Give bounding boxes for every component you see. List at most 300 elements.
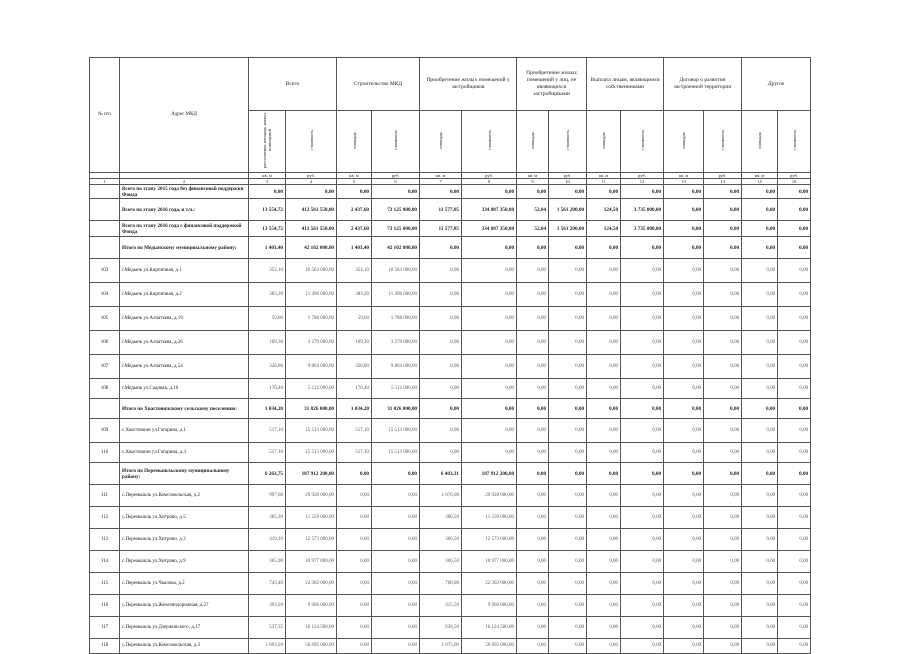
value-cell: 0,00 [372,573,420,595]
value-cell: 0,00 [337,573,372,595]
value-cell: 16 124 500,00 [462,617,517,639]
value-cell: 0,00 [704,595,742,617]
row-number-cell: 108 [90,379,120,399]
value-cell: 0,00 [742,331,778,355]
value-cell: 0,00 [372,485,420,507]
value-cell: 0,00 [742,551,778,573]
value-cell: 0,00 [462,443,517,463]
value-cell: 0,00 [778,399,811,419]
table-row [90,331,811,355]
row-number-cell: 110 [90,443,120,463]
value-cell: 11 496 000,00 [286,283,337,307]
value-cell: 0,00 [664,259,704,283]
table-body [90,185,811,654]
value-cell: 0,00 [742,355,778,379]
value-cell: 59,60 [249,307,286,331]
column-number-cell: 8 [462,179,517,185]
value-cell: 170,40 [337,379,372,399]
value-cell: 187 912 200,00 [462,463,517,485]
value-cell: 0,00 [664,485,704,507]
unit-cell: кв. м [249,173,286,179]
value-cell: 0,00 [587,443,621,463]
value-cell: 0,00 [742,529,778,551]
value-cell: 0,00 [372,529,420,551]
value-cell: 0,00 [587,331,621,355]
header-group-acquisition-developers: Приобретение жилых помещений у застройщиков [420,58,517,111]
value-cell: 13 554,72 [249,199,286,221]
address-cell: Всего по этапу 2015 года без финансовой поддержки Фонда [120,185,249,199]
value-cell: 0,00 [664,283,704,307]
value-cell: 0,00 [621,185,664,199]
value-cell: 3 279 000,00 [372,331,420,355]
value-cell: 0,00 [621,443,664,463]
value-cell: 0,00 [742,283,778,307]
value-cell: 0,00 [742,259,778,283]
value-cell: 0,00 [778,379,811,399]
value-cell: 0,00 [337,463,372,485]
value-cell: 0,00 [517,259,549,283]
value-cell: 0,00 [549,507,587,529]
table-row [90,573,811,595]
value-cell: 0,00 [621,463,664,485]
value-cell: 1 076,00 [420,485,462,507]
value-cell: 11 577,85 [420,199,462,221]
value-cell: 0,00 [517,283,549,307]
value-cell: 366,50 [420,551,462,573]
value-cell: 0,00 [420,237,462,259]
value-cell: 0,00 [704,463,742,485]
row-number-cell: 111 [90,485,120,507]
value-cell: 0,00 [587,595,621,617]
value-cell: 13 554,72 [249,221,286,237]
address-cell: г.Медынь ул.Алпатьева, д.54 [120,355,249,379]
row-number-cell: 103 [90,259,120,283]
unit-cell: руб. [704,173,742,179]
value-cell: 0,00 [462,419,517,443]
value-cell: 383,20 [337,283,372,307]
value-cell: 0,00 [587,617,621,639]
value-cell: 0,00 [549,331,587,355]
value-cell: 0,00 [704,379,742,399]
value-cell: 0,00 [778,463,811,485]
table-row [90,307,811,331]
value-cell: 0,00 [621,399,664,419]
value-cell: 0,00 [742,507,778,529]
value-cell: 0,00 [664,507,704,529]
value-cell: 11 559 000,00 [286,507,337,529]
value-cell: 0,00 [420,379,462,399]
value-cell: 0,00 [664,573,704,595]
value-cell: 0,00 [517,419,549,443]
value-cell: 0,00 [337,551,372,573]
value-cell: 0,00 [621,379,664,399]
value-cell: 0,00 [778,355,811,379]
value-cell: 0,00 [664,595,704,617]
header-group-other: Другое [742,58,811,111]
value-cell: 12 573 000,00 [286,529,337,551]
value-cell: 0,00 [549,639,587,654]
table-row [90,529,811,551]
value-cell: 0,00 [778,573,811,595]
value-cell: 0,00 [664,307,704,331]
value-cell: 352,10 [249,259,286,283]
value-cell: 0,00 [549,419,587,443]
address-cell: Итого по Медынскому муниципальному району: [120,237,249,259]
value-cell: 0,00 [664,185,704,199]
value-cell: 73 125 000,00 [372,199,420,221]
value-cell: 0,00 [587,283,621,307]
subheader-resettled-area: расселяемая площадь жилых помещений [249,111,286,173]
value-cell: 517,10 [337,443,372,463]
value-cell: 328,80 [337,355,372,379]
column-number-cell: 6 [372,179,420,185]
value-cell: 0,00 [704,617,742,639]
value-cell: 22 302 000,00 [462,573,517,595]
value-cell: 0,00 [337,507,372,529]
value-cell: 5 112 000,00 [372,379,420,399]
value-cell: 0,00 [587,639,621,654]
value-cell: 0,00 [704,529,742,551]
value-cell: 0,00 [420,307,462,331]
value-cell: 0,00 [778,529,811,551]
resettlement-table [89,57,811,654]
value-cell: 0,00 [704,419,742,443]
unit-cell: руб. [372,173,420,179]
value-cell: 0,00 [664,529,704,551]
value-cell: 0,00 [778,307,811,331]
value-cell: 11 577,85 [420,221,462,237]
value-cell: 328,80 [249,355,286,379]
value-cell: 0,00 [372,507,420,529]
table-row [90,507,811,529]
table-row [90,443,811,463]
value-cell: 0,00 [621,355,664,379]
value-cell: 0,00 [549,399,587,419]
value-cell: 0,00 [517,573,549,595]
row-number-cell: 109 [90,419,120,443]
value-cell: 0,00 [549,379,587,399]
value-cell: 0,00 [420,419,462,443]
value-cell: 0,00 [742,185,778,199]
value-cell: 0,00 [517,379,549,399]
value-cell: 0,00 [420,185,462,199]
register-sheet [89,57,811,654]
value-cell: 0,00 [621,485,664,507]
table-row [90,259,811,283]
column-number-cell: 11 [587,179,621,185]
row-number-cell: 118 [90,639,120,654]
value-cell: 0,00 [372,595,420,617]
value-cell: 1 788 000,00 [372,307,420,331]
value-cell: 0,00 [664,419,704,443]
value-cell: 0,00 [587,259,621,283]
subheader-cost: стоимость [778,111,811,173]
value-cell: 0,00 [704,237,742,259]
value-cell: 0,00 [337,639,372,654]
value-cell: 0,00 [337,529,372,551]
value-cell: 366,50 [420,507,462,529]
value-cell: 0,00 [621,259,664,283]
value-cell: 9 864 000,00 [372,355,420,379]
value-cell: 11 496 000,00 [372,283,420,307]
value-cell: 0,00 [587,485,621,507]
subheader-cost: стоимость [462,111,517,173]
row-number-cell: 107 [90,355,120,379]
value-cell: 0,00 [549,259,587,283]
value-cell: 0,00 [742,237,778,259]
row-number-cell [90,221,120,237]
header-group-redevelopment: Договор о развитии застроенной территории [664,58,742,111]
value-cell: 0,00 [587,185,621,199]
value-cell: 15 513 000,00 [372,419,420,443]
value-cell: 0,00 [517,331,549,355]
column-number-cell: 10 [549,179,587,185]
value-cell: 366,50 [420,529,462,551]
value-cell: 0,00 [704,307,742,331]
unit-cell: кв. м [337,173,372,179]
column-number-cell: 2 [120,179,249,185]
value-cell: 0,00 [742,199,778,221]
value-cell: 31 026 000,00 [372,399,420,419]
value-cell: 0,00 [778,595,811,617]
value-cell: 0,00 [621,573,664,595]
column-number-cell: 15 [742,179,778,185]
header-group-total: Всего [249,58,337,111]
value-cell: 0,00 [372,617,420,639]
value-cell: 50 695 000,00 [286,639,337,654]
value-cell: 1 788 000,00 [286,307,337,331]
value-cell: 0,00 [372,185,420,199]
address-cell: с.Перемышль ул.Чкалова, д.2 [120,573,249,595]
row-number-cell: 114 [90,551,120,573]
unit-cell: кв. м [517,173,549,179]
value-cell: 6 263,75 [249,463,286,485]
value-cell: 0,00 [549,237,587,259]
value-cell: 0,00 [664,443,704,463]
value-cell: 0,00 [462,399,517,419]
value-cell: 0,00 [517,355,549,379]
table-row [90,283,811,307]
value-cell: 0,00 [517,307,549,331]
unit-cell: руб. [286,173,337,179]
value-cell: 0,00 [549,551,587,573]
value-cell: 0,00 [549,443,587,463]
subheader-area: площадь [664,111,704,173]
value-cell: 15 513 000,00 [372,443,420,463]
row-number-cell [90,237,120,259]
table-row [90,355,811,379]
value-cell: 517,10 [249,443,286,463]
value-cell: 0,00 [587,507,621,529]
subheader-area: площадь [337,111,372,173]
value-cell: 0,00 [587,307,621,331]
value-cell: 0,00 [664,463,704,485]
value-cell: 124,50 [587,199,621,221]
value-cell: 0,00 [462,237,517,259]
summary-row [90,399,811,419]
value-cell: 0,00 [517,617,549,639]
value-cell: 0,00 [704,199,742,221]
table-row [90,617,811,639]
value-cell: 0,00 [742,307,778,331]
value-cell: 0,00 [621,529,664,551]
value-cell: 385,30 [249,507,286,529]
value-cell: 0,00 [778,419,811,443]
address-cell: г.Медынь ул.Алпатьева, д.26 [120,331,249,355]
column-number-cell: 14 [704,179,742,185]
value-cell: 3 279 000,00 [286,331,337,355]
value-cell: 517,10 [249,419,286,443]
value-cell: 10 563 000,00 [286,259,337,283]
value-cell: 0,00 [517,485,549,507]
value-cell: 0,00 [549,485,587,507]
value-cell: 3 735 000,00 [621,221,664,237]
summary-row [90,185,811,199]
summary-row [90,463,811,485]
value-cell: 0,00 [664,221,704,237]
value-cell: 0,00 [704,259,742,283]
value-cell: 73 125 000,00 [372,221,420,237]
value-cell: 42 102 000,00 [286,237,337,259]
value-cell: 0,00 [704,331,742,355]
value-cell: 0,00 [664,551,704,573]
value-cell: 0,00 [249,185,286,199]
column-number-cell: 5 [337,179,372,185]
value-cell: 0,00 [587,529,621,551]
value-cell: 2 437,60 [337,199,372,221]
value-cell: 0,00 [549,283,587,307]
value-cell: 9 966 000,00 [462,595,517,617]
value-cell: 10 977 000,00 [286,551,337,573]
table-row [90,551,811,573]
value-cell: 0,00 [587,355,621,379]
value-cell: 0,00 [742,617,778,639]
value-cell: 383,20 [249,283,286,307]
value-cell: 0,00 [517,185,549,199]
value-cell: 0,00 [337,595,372,617]
value-cell: 0,00 [778,507,811,529]
value-cell: 0,00 [664,379,704,399]
unit-cell: руб. [778,173,811,179]
summary-row [90,199,811,221]
value-cell: 0,00 [704,639,742,654]
row-number-cell [90,399,120,419]
address-cell: с.Перемышль ул.Железнодорожная, д.27 [120,595,249,617]
address-cell: Всего по этапу 2016 года с финансовой поддержкой Фонда [120,221,249,237]
row-number-cell: 105 [90,307,120,331]
value-cell: 0,00 [420,355,462,379]
unit-cell: руб. [462,173,517,179]
value-cell: 0,00 [517,237,549,259]
value-cell: 0,00 [462,379,517,399]
table-row [90,595,811,617]
value-cell: 0,00 [621,595,664,617]
value-cell: 0,00 [462,259,517,283]
address-cell: с.Перемышль ул.Дзержинского, д.17 [120,617,249,639]
value-cell: 0,00 [742,485,778,507]
address-cell: с.Перемышль ул.Хитрово, д.9 [120,551,249,573]
value-cell: 0,00 [621,307,664,331]
address-cell: г.Медынь ул.Алпатьева, д.19 [120,307,249,331]
header-address: Адрес МКД [120,58,249,173]
value-cell: 1 561 200,00 [549,221,587,237]
value-cell: 0,00 [778,443,811,463]
value-cell: 52,04 [517,221,549,237]
header-number: № п/п [90,58,120,173]
value-cell: 0,00 [778,639,811,654]
value-cell: 0,00 [704,485,742,507]
value-cell: 31 026 000,00 [286,399,337,419]
value-cell: 0,00 [549,185,587,199]
value-cell: 0,00 [462,283,517,307]
value-cell: 0,00 [621,283,664,307]
column-number-cell: 1 [90,179,120,185]
value-cell: 0,00 [742,639,778,654]
value-cell: 0,00 [704,221,742,237]
value-cell: 0,00 [704,443,742,463]
value-cell: 0,00 [517,529,549,551]
row-number-cell: 116 [90,595,120,617]
value-cell: 419,10 [249,529,286,551]
value-cell: 0,00 [778,331,811,355]
value-cell: 0,00 [621,639,664,654]
value-cell: 0,00 [372,463,420,485]
column-number-cell: 3 [249,179,286,185]
value-cell: 0,00 [517,399,549,419]
column-number-cell: 7 [420,179,462,185]
row-number-cell: 115 [90,573,120,595]
column-number-cell: 12 [621,179,664,185]
value-cell: 0,00 [704,283,742,307]
value-cell: 0,00 [778,221,811,237]
subheader-cost: стоимость [372,111,420,173]
subheader-cost: стоимость [286,111,337,173]
value-cell: 352,10 [337,259,372,283]
value-cell: 412 561 550,00 [286,221,337,237]
value-cell: 0,00 [549,307,587,331]
value-cell: 0,00 [420,399,462,419]
value-cell: 0,00 [621,507,664,529]
value-cell: 0,00 [587,399,621,419]
value-cell: 59,60 [337,307,372,331]
value-cell: 0,00 [517,639,549,654]
value-cell: 0,00 [742,399,778,419]
value-cell: 0,00 [549,573,587,595]
value-cell: 0,00 [517,507,549,529]
subheader-area: площадь [742,111,778,173]
subheader-area: площадь [420,111,462,173]
address-cell: г.Медынь ул.Кирпичная, д.2 [120,283,249,307]
table-row [90,639,811,654]
value-cell: 0,00 [549,355,587,379]
value-cell: 11 559 000,00 [462,507,517,529]
value-cell: 52,04 [517,199,549,221]
value-cell: 0,00 [372,639,420,654]
value-cell: 0,00 [742,419,778,443]
value-cell: 334 087 350,00 [462,221,517,237]
value-cell: 0,00 [462,185,517,199]
value-cell: 0,00 [664,355,704,379]
value-cell: 0,00 [587,551,621,573]
value-cell: 334 087 350,00 [462,199,517,221]
table-row [90,419,811,443]
value-cell: 0,00 [462,307,517,331]
unit-cell: кв. м [420,173,462,179]
value-cell: 0,00 [778,485,811,507]
table-row [90,379,811,399]
value-cell: 0,00 [704,551,742,573]
value-cell: 0,00 [549,529,587,551]
